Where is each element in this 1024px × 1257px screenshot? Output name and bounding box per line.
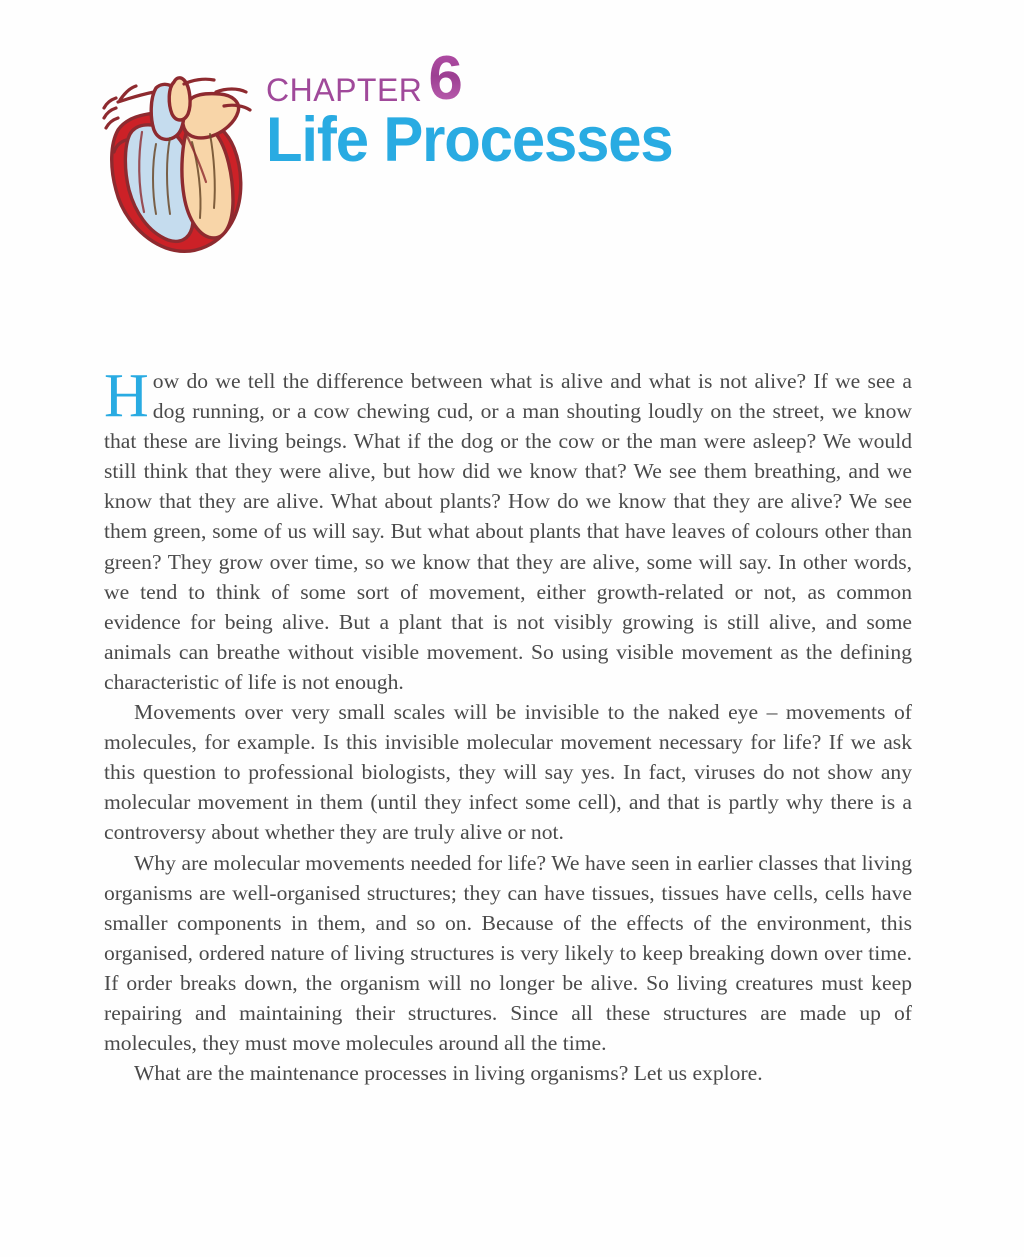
page-title: Life Processes [266,105,673,175]
paragraph-text: Movements over very small scales will be invisible to the naked eye – movements of molecules, for example. Is this invisible molecular movement necessary for life? If we ask this question to professional biologists, they will say yes. In fact, viruses do not show any molecular movement in them (until they infect some cell), and that is partly why there is a controversy about whether they are truly alive or not. [104,700,912,845]
paragraph-text: ow do we tell the difference between what is alive and what is not alive? If we see a dog running, or a cow chewing cud, or a man shouting loudly on the street, we know that these are living beings. What if the dog or the cow or the man were asleep? We would still think that they were alive, but how did we know that? We see them breathing, and we know that they are alive. What about plants? How do we know that they are alive? We see them green, some of us will say. But what about plants that have leaves of colours other than green? They grow over time, so we know that they are alive, some will say. In other words, we tend to think of some sort of movement, either growth-related or not, as common evidence for being alive. But a plant that is not visibly growing is still alive, and some animals can breathe without visible movement. So using visible movement as the defining characteristic of life is not enough. [104,369,912,694]
paragraph [104,697,912,847]
paragraph [104,1058,912,1088]
chapter-line [266,44,966,113]
chapter-heading-text [266,44,966,175]
paragraph-text: Why are molecular movements needed for life? We have seen in earlier classes that living organisms are well-organised structures; they can have tissues, tissues have cells, cells have smaller components in them, and so on. Because of the effects of the environment, this organised, ordered nature of living structures is very likely to keep breaking down over time. If order breaks down, the organism will no longer be alive. So living creatures must keep repairing and maintaining their structures. Since all these structures are made up of molecules, they must move molecules around all the time. [104,850,912,1056]
chapter-header [0,0,1024,300]
chapter-number: 6 [428,44,463,113]
body-content [104,362,912,1088]
chapter-label: CHAPTER [266,72,423,108]
human-heart-illustration [96,72,258,262]
paragraph [104,848,912,1059]
drop-cap-letter: H [104,362,149,430]
paragraph [104,362,912,697]
paragraph-text: What are the maintenance processes in living organisms? Let us explore. [134,1061,763,1086]
